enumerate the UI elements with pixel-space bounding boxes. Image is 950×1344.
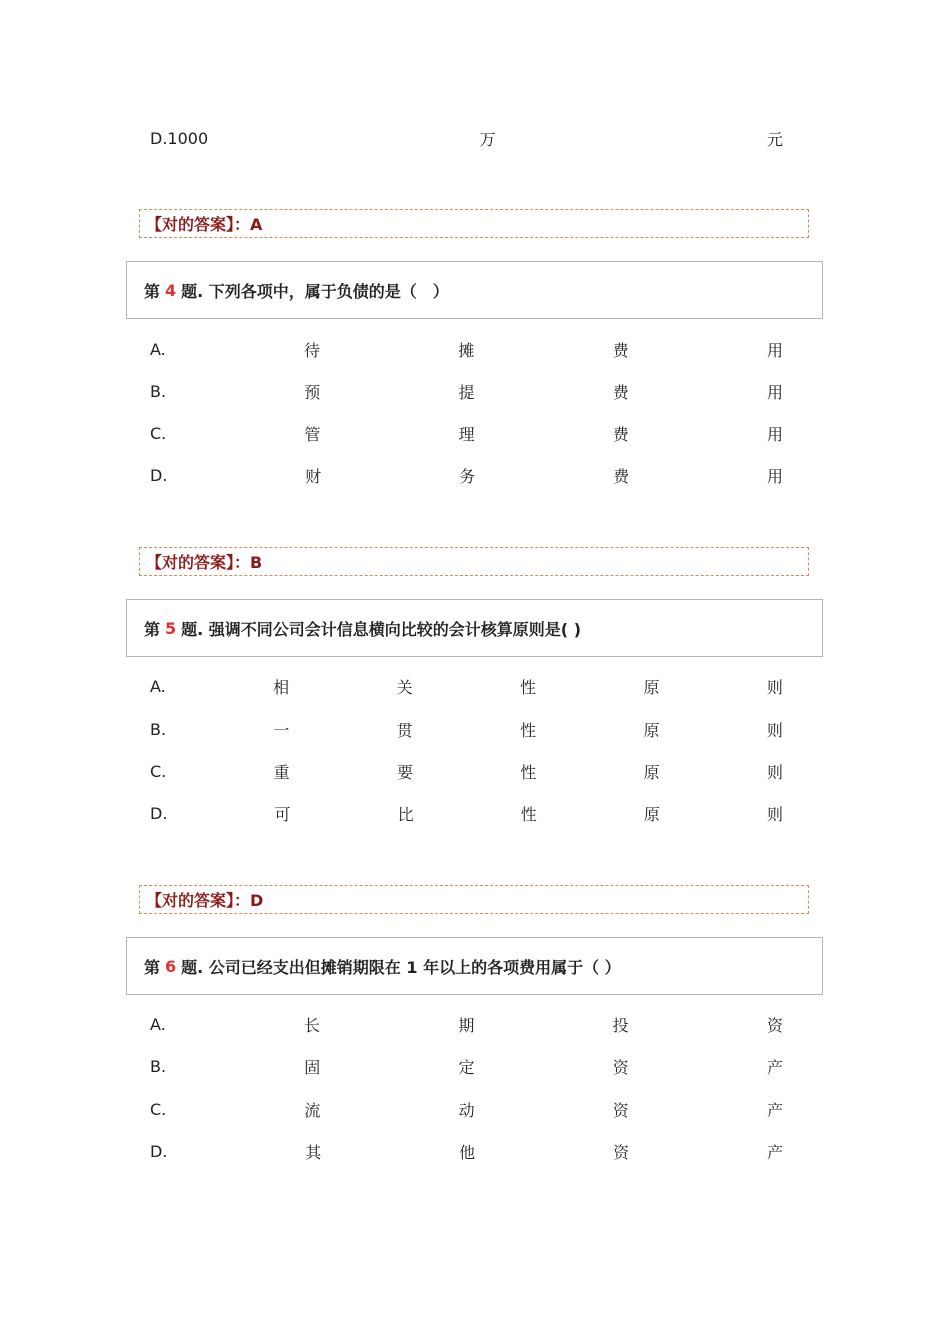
option-char: 性 xyxy=(520,804,537,824)
option-char: 财 xyxy=(305,466,322,486)
option-char: 则 xyxy=(766,762,783,782)
option-letter: B. xyxy=(150,1056,167,1076)
option-char: 资 xyxy=(766,1015,783,1035)
option-char: 资 xyxy=(612,1100,629,1120)
q5-answer-box xyxy=(139,885,809,914)
answer-text: 【对的答案】：A xyxy=(146,215,263,234)
answer-text: 【对的答案】：D xyxy=(146,891,264,910)
option-char: 期 xyxy=(458,1015,475,1035)
option-char: 资 xyxy=(612,1057,629,1077)
option-char: 费 xyxy=(612,340,629,360)
option-char: 待 xyxy=(304,340,321,360)
option-char: 关 xyxy=(396,677,413,697)
question-prefix: 第 xyxy=(144,619,161,639)
option-char: 原 xyxy=(643,720,660,740)
q3-answer-box xyxy=(139,209,809,238)
option-char: 用 xyxy=(766,424,783,444)
option-char: 费 xyxy=(612,382,629,402)
question-number: 4 xyxy=(165,280,177,300)
q5-option-a xyxy=(150,674,783,698)
option-letter: C. xyxy=(150,423,167,443)
option-char: 元 xyxy=(766,129,783,149)
option-char: 用 xyxy=(766,382,783,402)
option-letter: D. xyxy=(150,1141,168,1161)
q5-option-d xyxy=(150,801,783,825)
option-char: 其 xyxy=(305,1142,322,1162)
option-char: 万 xyxy=(479,129,496,149)
option-letter: D. xyxy=(150,465,168,485)
option-letter: B. xyxy=(150,381,167,401)
option-letter: A. xyxy=(150,339,166,359)
option-char: 性 xyxy=(520,762,537,782)
option-char: 摊 xyxy=(458,340,475,360)
option-char: 预 xyxy=(304,382,321,402)
option-char: 原 xyxy=(643,762,660,782)
q6-option-b xyxy=(150,1054,783,1078)
option-char: 重 xyxy=(273,762,290,782)
question-prefix: 第 xyxy=(144,957,161,977)
option-letter: C. xyxy=(150,1099,167,1119)
option-char: 动 xyxy=(458,1100,475,1120)
question-number: 5 xyxy=(165,618,177,638)
q4-option-a xyxy=(150,337,783,361)
option-char: 则 xyxy=(766,720,783,740)
q4-option-c xyxy=(150,421,783,445)
option-char: 用 xyxy=(766,466,783,486)
option-char: 费 xyxy=(613,466,630,486)
q3-option-d xyxy=(150,126,783,150)
option-char: 用 xyxy=(766,340,783,360)
option-char: 则 xyxy=(766,804,783,824)
option-char: 可 xyxy=(274,804,291,824)
option-letter: D.1000 xyxy=(150,128,209,148)
option-char: 定 xyxy=(458,1057,475,1077)
option-char: 固 xyxy=(304,1057,321,1077)
option-char: 产 xyxy=(766,1142,783,1162)
option-char: 原 xyxy=(643,677,660,697)
option-letter: D. xyxy=(150,803,168,823)
q4-option-d xyxy=(150,463,783,487)
answer-text: 【对的答案】：B xyxy=(146,553,263,572)
question-text: 题. 强调不同公司会计信息横向比较的会计核算原则是( ) xyxy=(181,619,582,639)
option-char: 提 xyxy=(458,382,475,402)
option-char: 理 xyxy=(458,424,475,444)
option-char: 贯 xyxy=(396,720,413,740)
q4-question-box xyxy=(126,261,823,319)
option-char: 资 xyxy=(613,1142,630,1162)
q4-option-b xyxy=(150,379,783,403)
option-char: 性 xyxy=(520,720,537,740)
option-char: 则 xyxy=(766,677,783,697)
option-letter: B. xyxy=(150,719,167,739)
option-char: 务 xyxy=(459,466,476,486)
option-char: 一 xyxy=(273,720,290,740)
q6-option-c xyxy=(150,1097,783,1121)
option-char: 要 xyxy=(396,762,413,782)
option-char: 原 xyxy=(643,804,660,824)
option-char: 长 xyxy=(304,1015,321,1035)
question-prefix: 第 xyxy=(144,281,161,301)
option-char: 性 xyxy=(520,677,537,697)
option-letter: C. xyxy=(150,761,167,781)
option-char: 费 xyxy=(612,424,629,444)
option-letter: A. xyxy=(150,676,166,696)
option-char: 相 xyxy=(273,677,290,697)
option-char: 流 xyxy=(304,1100,321,1120)
option-char: 管 xyxy=(304,424,321,444)
option-char: 产 xyxy=(766,1057,783,1077)
q6-question-box xyxy=(126,937,823,995)
q6-option-d xyxy=(150,1139,783,1163)
q6-option-a xyxy=(150,1012,783,1036)
option-letter: A. xyxy=(150,1014,166,1034)
question-text: 题. 下列各项中，属于负债的是（ ） xyxy=(181,281,449,301)
option-char: 投 xyxy=(612,1015,629,1035)
option-char: 比 xyxy=(397,804,414,824)
question-text: 题. 公司已经支出但摊销期限在 1 年以上的各项费用属于（ ） xyxy=(181,957,621,977)
q4-answer-box xyxy=(139,547,809,576)
question-number: 6 xyxy=(165,956,177,976)
option-char: 产 xyxy=(766,1100,783,1120)
option-char: 他 xyxy=(459,1142,476,1162)
q5-question-box xyxy=(126,599,823,657)
q5-option-c xyxy=(150,759,783,783)
q5-option-b xyxy=(150,717,783,741)
